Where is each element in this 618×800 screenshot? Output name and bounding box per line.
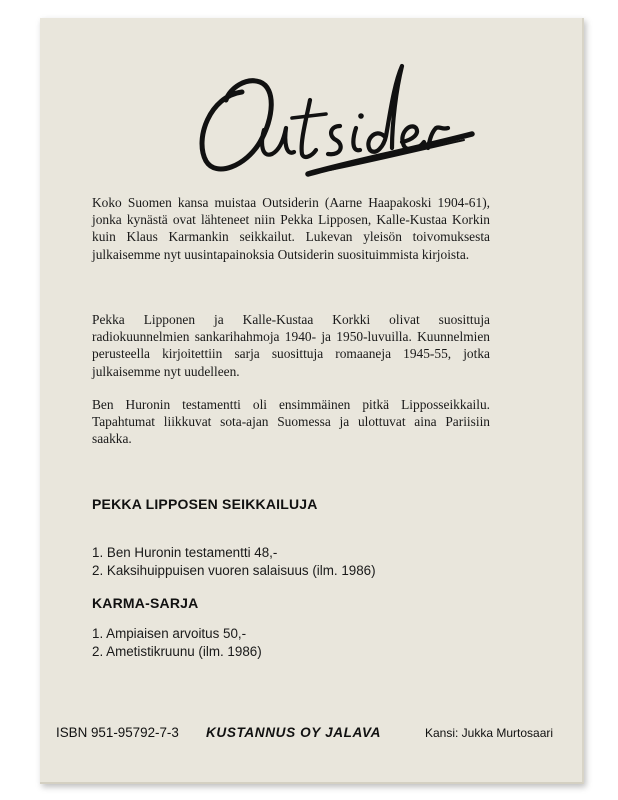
intro-paragraph-3 — [92, 396, 490, 448]
list-item: 2. Ametistikruunu (ilm. 1986) — [92, 644, 262, 659]
paragraph-text: Ben Huronin testamentti oli ensimmäinen pitkä Lipposseikkailu. Tapahtumat liikkuvat sota-ajan Suomessa ja ulottuvat aina Pariisiin saakka. — [92, 397, 490, 447]
back-cover — [40, 18, 584, 784]
list-item: 2. Kaksihuippuisen vuoren salaisuus (ilm. 1986) — [92, 563, 376, 578]
paragraph-text: Pekka Lipponen ja Kalle-Kustaa Korkki olivat suosittuja radiokuunnelmien sankarihahmoja 1940- ja 1950-luvuilla. Kuunnelmien perusteella kirjoitettiin sarja suosittuja romaaneja 1945-55, jotka julkaisemme nyt uudelleen. — [92, 312, 490, 379]
intro-paragraph-2 — [92, 311, 490, 380]
intro-paragraph-1 — [92, 194, 490, 263]
footer — [56, 725, 576, 745]
outsider-logo — [180, 44, 480, 184]
paragraph-text: Koko Suomen kansa muistaa Outsiderin (Aarne Haapakoski 1904-61), jonka kynästä ovat lähteneet niin Pekka Lipposen, Kalle-Kustaa Korkin kuin Klaus Karmankin seikkailut. Lukevan yleisön toivomuksesta julkaisemme nyt uusintapainoksia Outsiderin suosituimmista kirjoista. — [92, 195, 490, 262]
series-list-pekka-lipponen — [92, 544, 376, 580]
series-heading-karma: KARMA-SARJA — [92, 595, 199, 611]
series-list-karma — [92, 625, 262, 661]
cover-credit: Kansi: Jukka Murtosaari — [425, 726, 554, 740]
series-heading-pekka-lipponen: PEKKA LIPPOSEN SEIKKAILUJA — [92, 496, 318, 512]
list-item: 1. Ben Huronin testamentti 48,- — [92, 545, 278, 560]
isbn-number: ISBN 951-95792-7-3 — [56, 725, 179, 740]
publisher-name: KUSTANNUS OY JALAVA — [206, 725, 382, 740]
list-item: 1. Ampiaisen arvoitus 50,- — [92, 626, 247, 641]
